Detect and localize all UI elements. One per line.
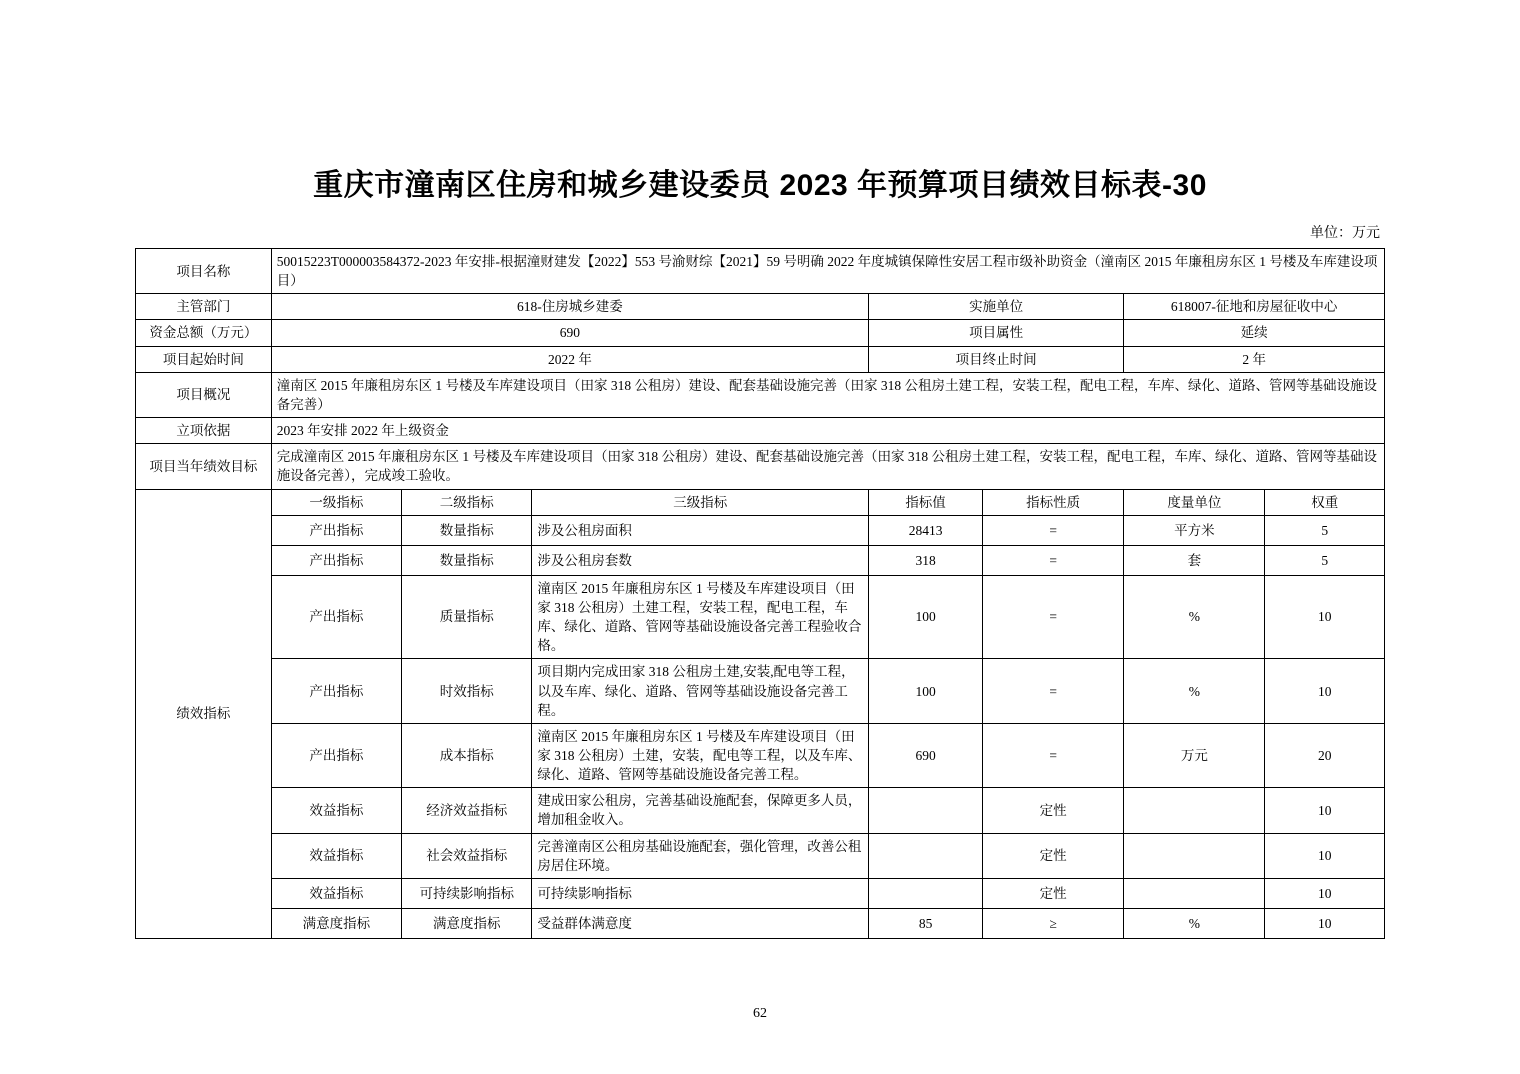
indicator-level1: 产出指标 xyxy=(271,659,401,723)
table-row xyxy=(136,723,1385,787)
indicator-weight: 5 xyxy=(1265,515,1385,545)
indicator-level1: 产出指标 xyxy=(271,575,401,659)
indicator-nature: 定性 xyxy=(983,878,1124,908)
table-row xyxy=(136,575,1385,659)
indicator-level3: 完善潼南区公租房基础设施配套，强化管理，改善公租房居住环境。 xyxy=(532,833,869,878)
table-row xyxy=(136,878,1385,908)
table-row-annual-goal xyxy=(136,444,1385,489)
annual-goal-value: 完成潼南区 2015 年廉租房东区 1 号楼及车库建设项目（田家 318 公租房）建设、配套基础设施完善（田家 318 公租房土建工程，安装工程，配电工程，车库、绿化、道路、管网等基础设施设备完善），完成竣工验收。 xyxy=(271,444,1384,489)
page-number: 62 xyxy=(753,1006,767,1021)
overview-label: 项目概况 xyxy=(136,372,272,417)
project-attribute-label: 项目属性 xyxy=(869,320,1124,346)
basis-value: 2023 年安排 2022 年上级资金 xyxy=(271,418,1384,444)
indicator-unit: 万元 xyxy=(1124,723,1265,787)
overview-value: 潼南区 2015 年廉租房东区 1 号楼及车库建设项目（田家 318 公租房）建设、配套基础设施完善（田家 318 公租房土建工程，安装工程，配电工程，车库、绿化、道路、管网等基础设施设备完善） xyxy=(271,372,1384,417)
indicator-level3: 建成田家公租房，完善基础设施配套，保障更多人员，增加租金收入。 xyxy=(532,788,869,833)
table-row-funds xyxy=(136,320,1385,346)
indicator-value: 28413 xyxy=(869,515,983,545)
indicator-weight: 10 xyxy=(1265,659,1385,723)
indicator-level1: 产出指标 xyxy=(271,545,401,575)
indicator-level3: 涉及公租房面积 xyxy=(532,515,869,545)
indicator-weight: 10 xyxy=(1265,575,1385,659)
competent-dept-label: 主管部门 xyxy=(136,294,272,320)
implementing-unit-value: 618007-征地和房屋征收中心 xyxy=(1124,294,1385,320)
unit-note: 单位：万元 xyxy=(1310,226,1380,241)
implementing-unit-label: 实施单位 xyxy=(869,294,1124,320)
indicator-weight: 10 xyxy=(1265,833,1385,878)
indicator-level2: 成本指标 xyxy=(402,723,532,787)
indicator-level2: 数量指标 xyxy=(402,545,532,575)
indicator-nature: 定性 xyxy=(983,788,1124,833)
indicator-level1: 满意度指标 xyxy=(271,908,401,938)
indicator-unit: 套 xyxy=(1124,545,1265,575)
total-funds-value: 690 xyxy=(271,320,868,346)
indicator-value: 100 xyxy=(869,659,983,723)
indicator-weight: 5 xyxy=(1265,545,1385,575)
col-header-nature: 指标性质 xyxy=(983,489,1124,515)
competent-dept-value: 618-住房城乡建委 xyxy=(271,294,868,320)
table-row-overview xyxy=(136,372,1385,417)
page-title: 重庆市潼南区住房和城乡建设委员 2023 年预算项目绩效目标表-30 xyxy=(313,169,1207,202)
indicator-weight: 10 xyxy=(1265,878,1385,908)
indicator-nature: = xyxy=(983,723,1124,787)
indicator-value: 85 xyxy=(869,908,983,938)
indicators-section-label: 绩效指标 xyxy=(136,489,272,938)
col-header-level2: 二级指标 xyxy=(402,489,532,515)
indicator-level3: 潼南区 2015 年廉租房东区 1 号楼及车库建设项目（田家 318 公租房）土建，安装，配电等工程，以及车库、绿化、道路、管网等基础设施设备完善工程。 xyxy=(532,723,869,787)
indicator-level2: 经济效益指标 xyxy=(402,788,532,833)
indicator-level1: 效益指标 xyxy=(271,788,401,833)
indicator-unit: % xyxy=(1124,575,1265,659)
end-time-value: 2 年 xyxy=(1124,346,1385,372)
indicator-value: 100 xyxy=(869,575,983,659)
table-row-department xyxy=(136,294,1385,320)
col-header-unit: 度量单位 xyxy=(1124,489,1265,515)
indicator-value xyxy=(869,878,983,908)
indicator-nature: = xyxy=(983,575,1124,659)
indicator-unit xyxy=(1124,833,1265,878)
indicator-level1: 产出指标 xyxy=(271,515,401,545)
indicator-unit: % xyxy=(1124,659,1265,723)
indicator-nature: = xyxy=(983,515,1124,545)
table-row xyxy=(136,659,1385,723)
indicator-nature: 定性 xyxy=(983,833,1124,878)
indicator-weight: 20 xyxy=(1265,723,1385,787)
table-row xyxy=(136,833,1385,878)
indicator-level3: 涉及公租房套数 xyxy=(532,545,869,575)
indicator-value: 318 xyxy=(869,545,983,575)
indicator-weight: 10 xyxy=(1265,788,1385,833)
indicator-unit xyxy=(1124,788,1265,833)
start-time-value: 2022 年 xyxy=(271,346,868,372)
indicator-level2: 社会效益指标 xyxy=(402,833,532,878)
indicator-weight: 10 xyxy=(1265,908,1385,938)
table-row xyxy=(136,515,1385,545)
col-header-level3: 三级指标 xyxy=(532,489,869,515)
indicator-unit: 平方米 xyxy=(1124,515,1265,545)
indicator-level3: 受益群体满意度 xyxy=(532,908,869,938)
indicator-level1: 效益指标 xyxy=(271,833,401,878)
indicator-nature: = xyxy=(983,659,1124,723)
col-header-level1: 一级指标 xyxy=(271,489,401,515)
annual-goal-label: 项目当年绩效目标 xyxy=(136,444,272,489)
indicator-nature: ≥ xyxy=(983,908,1124,938)
indicator-level2: 质量指标 xyxy=(402,575,532,659)
indicator-value xyxy=(869,833,983,878)
table-row-time xyxy=(136,346,1385,372)
table-row xyxy=(136,908,1385,938)
basis-label: 立项依据 xyxy=(136,418,272,444)
table-row-basis xyxy=(136,418,1385,444)
indicator-level2: 满意度指标 xyxy=(402,908,532,938)
table-row-project-name xyxy=(136,249,1385,294)
indicator-nature: = xyxy=(983,545,1124,575)
table-row xyxy=(136,545,1385,575)
indicator-level1: 产出指标 xyxy=(271,723,401,787)
project-attribute-value: 延续 xyxy=(1124,320,1385,346)
indicator-level3: 潼南区 2015 年廉租房东区 1 号楼及车库建设项目（田家 318 公租房）土建工程，安装工程，配电工程，车库、绿化、道路、管网等基础设施设备完善工程验收合格。 xyxy=(532,575,869,659)
indicator-level2: 时效指标 xyxy=(402,659,532,723)
indicator-level2: 可持续影响指标 xyxy=(402,878,532,908)
indicator-value: 690 xyxy=(869,723,983,787)
col-header-weight: 权重 xyxy=(1265,489,1385,515)
table-row xyxy=(136,788,1385,833)
indicator-value xyxy=(869,788,983,833)
indicator-level3: 项目期内完成田家 318 公租房土建,安装,配电等工程，以及车库、绿化、道路、管网等基础设施设备完善工程。 xyxy=(532,659,869,723)
indicator-header-row xyxy=(136,489,1385,515)
indicator-level3: 可持续影响指标 xyxy=(532,878,869,908)
project-name-value: 50015223T000003584372-2023 年安排-根据潼财建发【2022】553 号渝财综【2021】59 号明确 2022 年度城镇保障性安居工程市级补助资金（潼南区 2015 年廉租房东区 1 号楼及车库建设项目） xyxy=(271,249,1384,294)
indicator-unit: % xyxy=(1124,908,1265,938)
col-header-value: 指标值 xyxy=(869,489,983,515)
project-name-label: 项目名称 xyxy=(136,249,272,294)
start-time-label: 项目起始时间 xyxy=(136,346,272,372)
indicator-level2: 数量指标 xyxy=(402,515,532,545)
indicator-level1: 效益指标 xyxy=(271,878,401,908)
indicator-unit xyxy=(1124,878,1265,908)
end-time-label: 项目终止时间 xyxy=(869,346,1124,372)
total-funds-label: 资金总额（万元） xyxy=(136,320,272,346)
performance-goal-table xyxy=(135,248,1385,939)
